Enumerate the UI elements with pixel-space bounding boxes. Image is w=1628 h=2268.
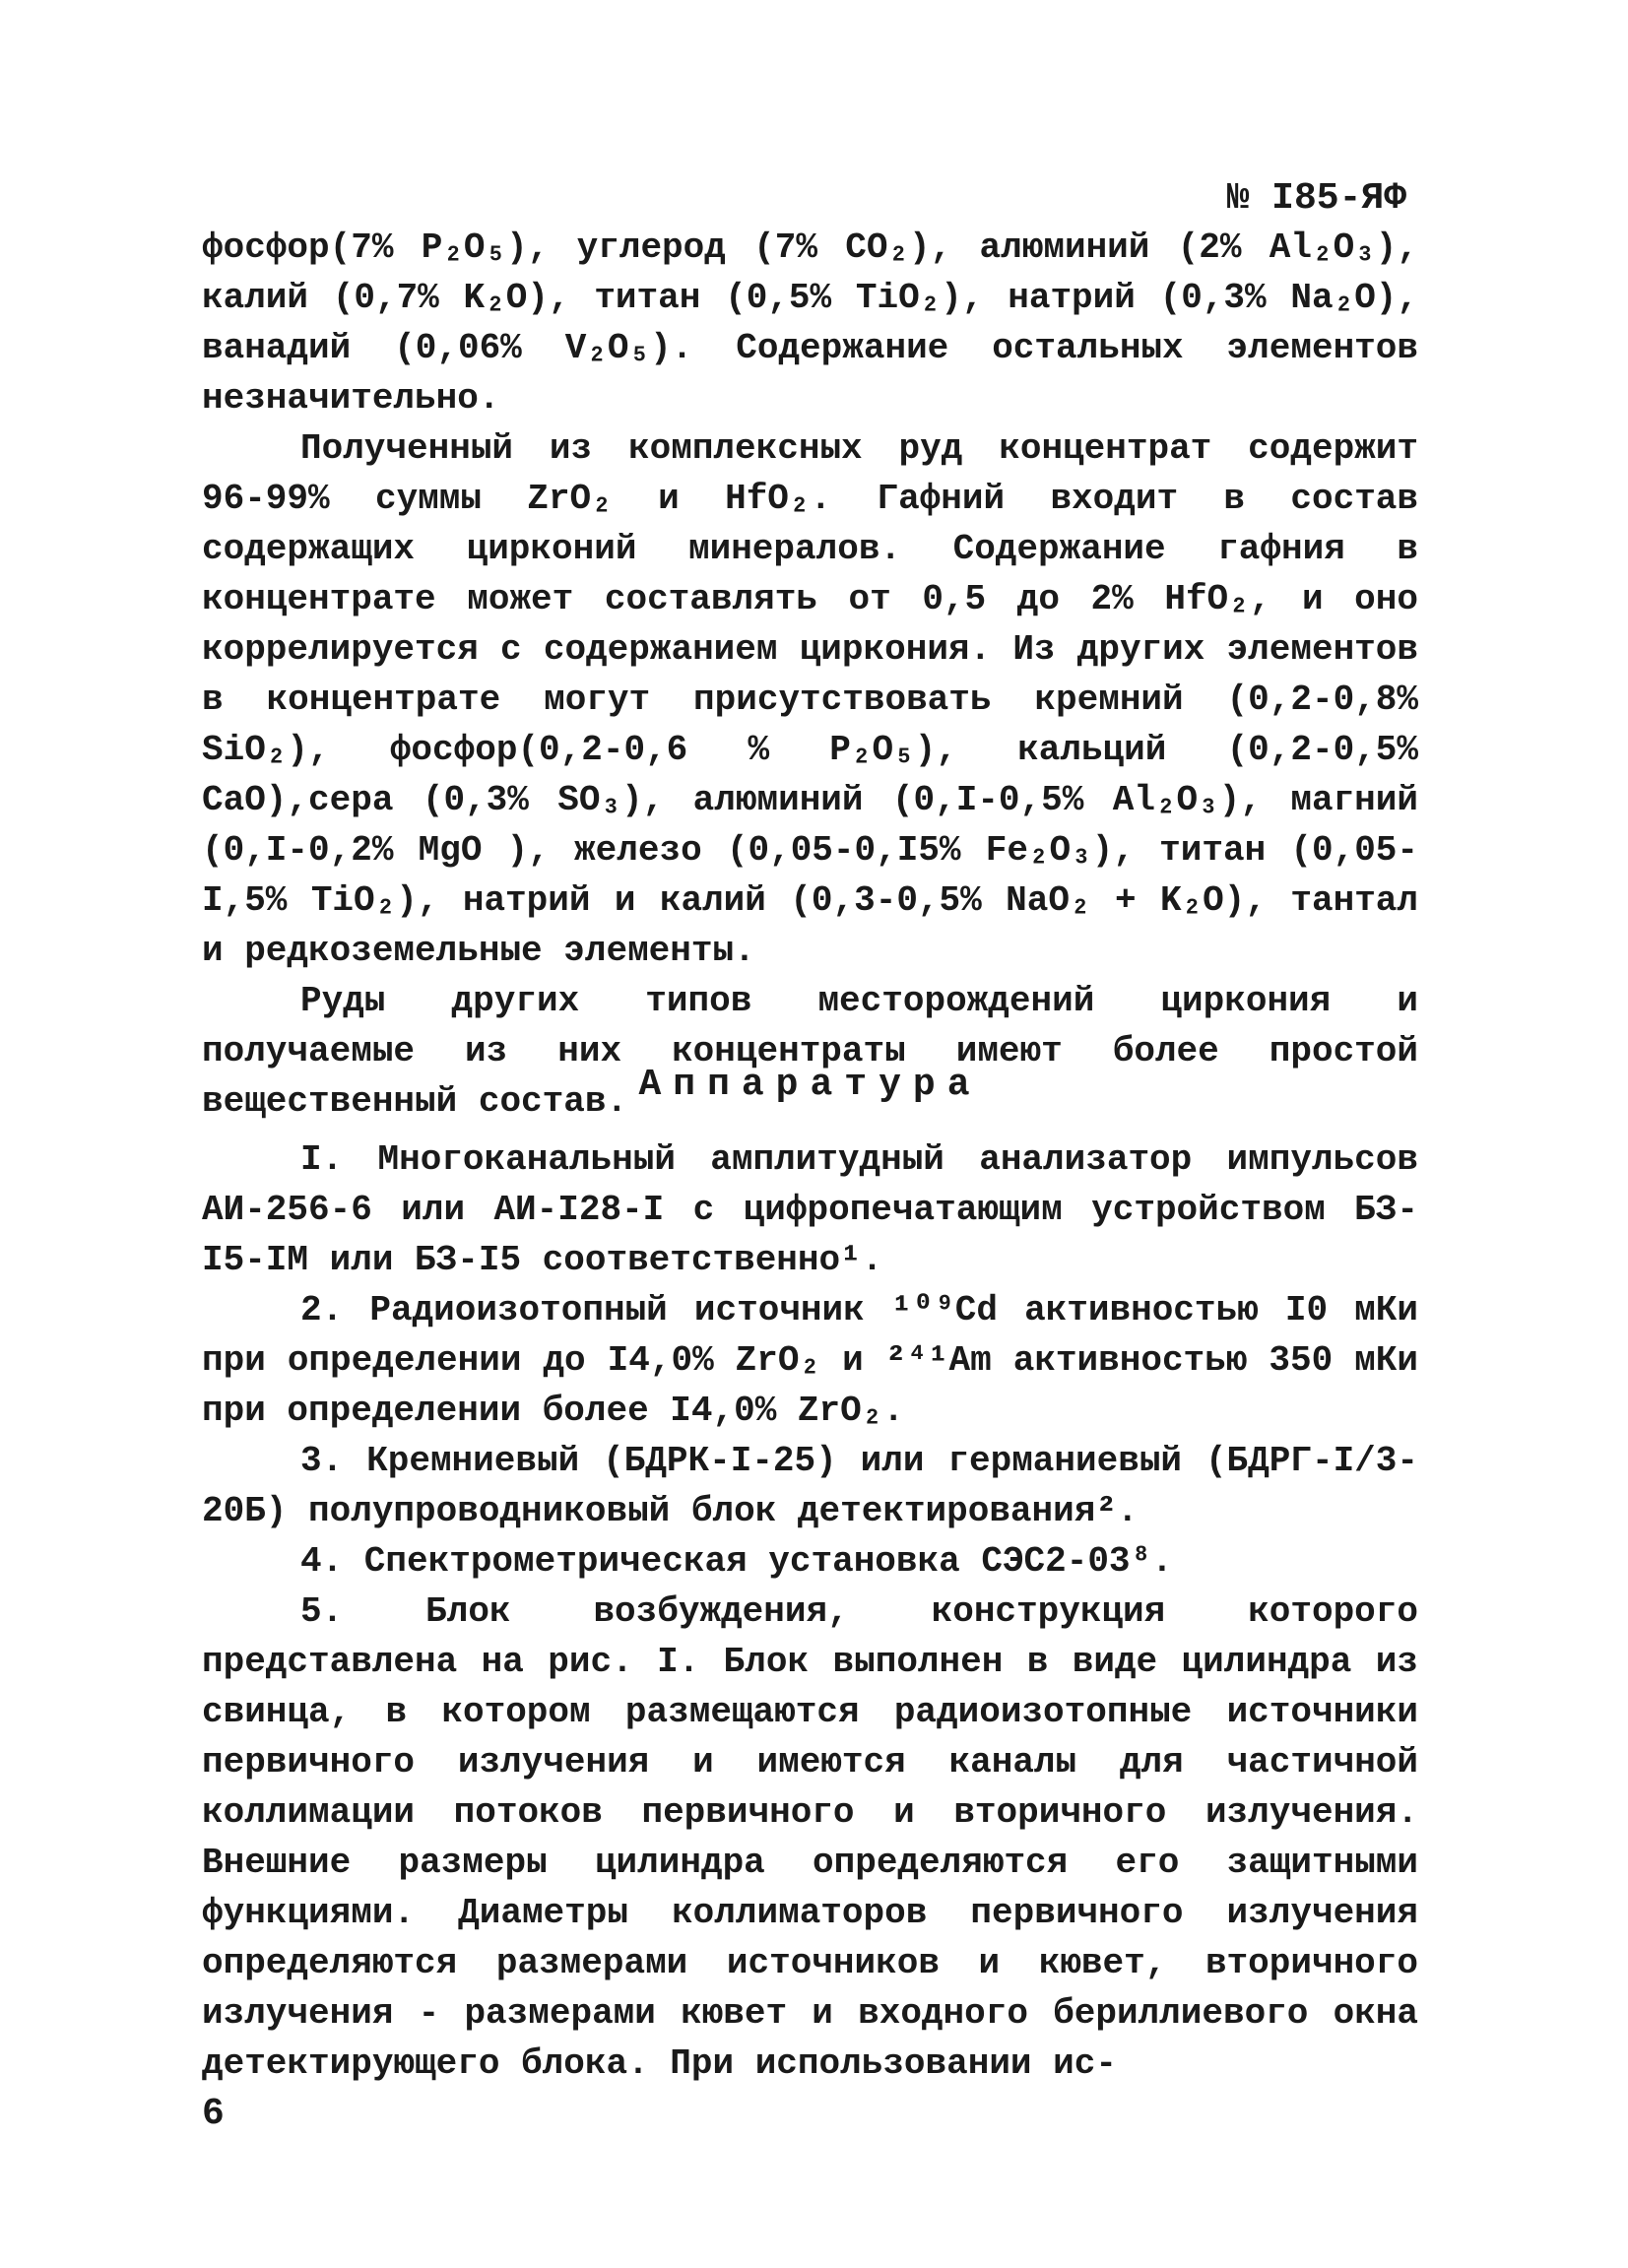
- list-item: 5. Блок возбуждения, конструкция которого представлена на рис. I. Блок выполнен в виде цилиндра из свинца, в котором размещаются радиоизотопные источники первичного излучения и имеются каналы для частичной коллимации потоков первичного и вторичного излучения. Внешние размеры цилиндра определяются его защитными функциями. Диаметры коллиматоров первичного излучения определяются размерами источников и кювет, вторичного излучения - размерами кювет и входного бериллиевого окна детектирующего блока. При использовании ис-: [202, 1591, 1418, 2084]
- intro-text: [202, 223, 1418, 1127]
- document-code: № I85-ЯФ: [1226, 177, 1406, 220]
- paragraph-other-ores: Руды других типов месторождений циркония и получаемые из них концентраты имеют более простой вещественный состав.: [202, 981, 1418, 1122]
- list-item: I. Многоканальный амплитудный анализатор импульсов АИ-256-6 или АИ-I28-I с цифропечатающим устройством БЗ-I5-IМ или БЗ-I5 соответственно¹.: [202, 1139, 1418, 1280]
- page-number: 6: [202, 2093, 225, 2135]
- list-item: 2. Радиоизотопный источник ¹⁰⁹Cd активностью I0 мКи при определении до I4,0% ZrO₂ и ²⁴¹Am активностью 350 мКи при определении более I4,0% ZrO₂.: [202, 1290, 1418, 1431]
- paragraph-composition: фосфор(7% P₂O₅), углерод (7% CO₂), алюминий (2% Al₂O₃), калий (0,7% K₂O), титан (0,5% TiO₂), натрий (0,3% Na₂O), ванадий (0,06% V₂O₅). Содержание остальных элементов незначительно.: [202, 227, 1418, 419]
- list-item: 4. Спектрометрическая установка СЭС2-03⁸.: [300, 1541, 1173, 1582]
- section-heading: Аппаратура: [638, 1064, 982, 1106]
- paragraph-concentrate: Полученный из комплексных руд концентрат содержит 96-99% суммы ZrO₂ и HfO₂. Гафний входит в состав содержащих цирконий минералов. Содержание гафния в концентрате может составлять от 0,5 до 2% HfO₂, и оно коррелируется с содержанием циркония. Из других элементов в концентрате могут присутствовать кремний (0,2-0,8% SiO₂), фосфор(0,2-0,6 % P₂O₅), кальций (0,2-0,5% CaO),сера (0,3% SO₃), алюминий (0,I-0,5% Al₂O₃), магний (0,I-0,2% MgO ), железо (0,05-0,I5% Fe₂O₃), титан (0,05-I,5% TiO₂), натрий и калий (0,3-0,5% NaO₂ + K₂O), тантал и редкоземельные элементы.: [202, 428, 1418, 971]
- apparatus-list: [202, 1134, 1418, 2089]
- list-item: 3. Кремниевый (БДРК-I-25) или германиевый (БДРГ-I/3-20Б) полупроводниковый блок детектирования².: [202, 1441, 1418, 1531]
